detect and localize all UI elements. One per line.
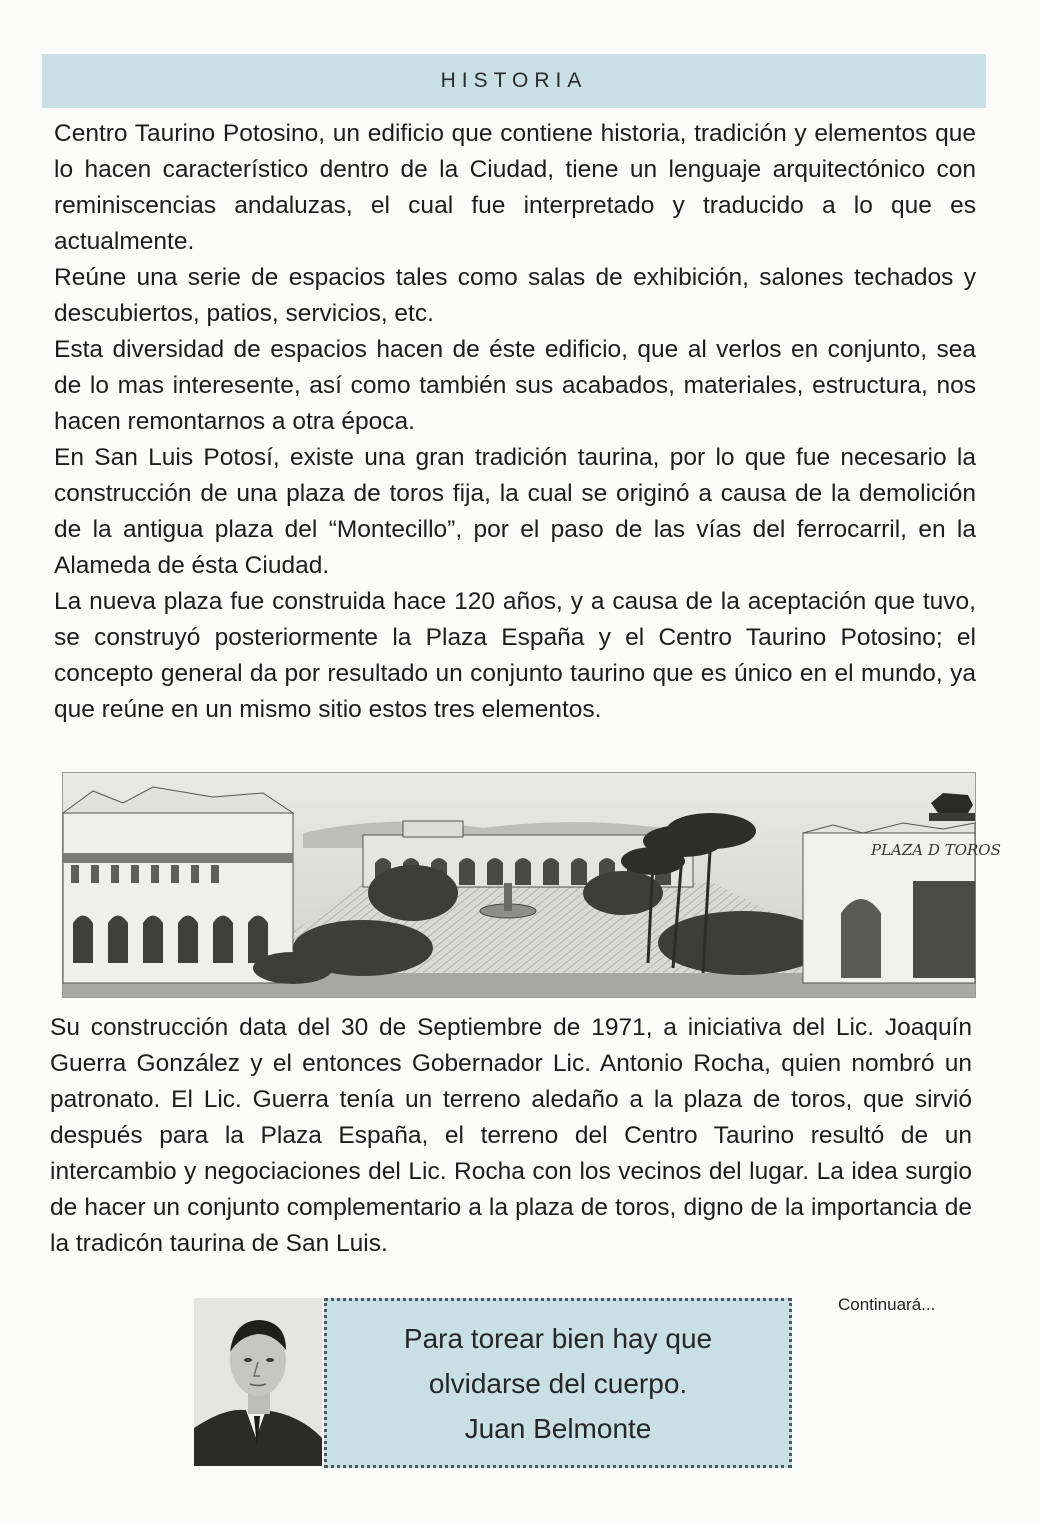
paragraph: Reúne una serie de espacios tales como salas de exhibición, salones techados y descubiertos, patios, servicios, etc. [54, 264, 976, 327]
continue-label: Continuará... [838, 1295, 936, 1314]
article-body-top [54, 116, 976, 728]
paragraph: Su construcción data del 30 de Septiembre de 1971, a iniciativa del Lic. Joaquín Guerra González y el entonces Gobernador Lic. Antonio Rocha, quien nombró un patronato. El Lic. Guerra tenía un terreno aledaño a la plaza de toros, que sirvió después para la Plaza España, el terreno del Centro Taurino resultó de un intercambio y negociaciones del Lic. Rocha con los vecinos del lugar. La idea surgio de hacer un conjunto complementario a la plaza de toros, digno de la importancia de la tradicón taurina de San Luis. [50, 1014, 972, 1257]
article-body-bottom [50, 1010, 972, 1262]
paragraph: Esta diversidad de espacios hacen de éste edificio, que al verlos en conjunto, sea de lo mas interesente, así como también sus acabados, materiales, estructura, nos hacen remontarnos a otra época. [54, 336, 976, 435]
plaza-drawing [63, 773, 1001, 997]
paragraph: En San Luis Potosí, existe una gran tradición taurina, por lo que fue necesario la construcción de una plaza de toros fija, la cual se originó a causa de la demolición de la antigua plaza del “Montecillo”, por el paso de las vías del ferrocarril, en la Alameda de ésta Ciudad. [54, 444, 976, 579]
quote-author: Juan Belmonte [464, 1412, 652, 1444]
portrait-drawing [194, 1298, 322, 1466]
section-title: HISTORIA [440, 69, 588, 92]
section-header-band [42, 54, 986, 108]
paragraph: Centro Taurino Potosino, un edificio que contiene historia, tradición y elementos que lo hacen característico dentro de la Ciudad, tiene un lenguaje arquitectónico con reminiscencias andaluzas, el cual fue interpretado y traducido a lo que es actualmente. [54, 120, 976, 255]
quote-line-1: Para torear bien hay que [403, 1322, 713, 1354]
plaza-illustration [62, 772, 1001, 998]
paragraph: La nueva plaza fue construida hace 120 años, y a causa de la aceptación que tuvo, se construyó posteriormente la Plaza España y el Centro Taurino Potosino; el concepto general da por resultado un conjunto taurino que es único en el mundo, ya que reúne en un mismo sitio estos tres elementos. [54, 588, 976, 723]
bullring-sign: PLAZA D TOROS [871, 841, 1001, 859]
quote-box [324, 1298, 792, 1468]
portrait-photo [194, 1298, 322, 1466]
quote-line-2: olvidarse del cuerpo. [428, 1367, 688, 1399]
